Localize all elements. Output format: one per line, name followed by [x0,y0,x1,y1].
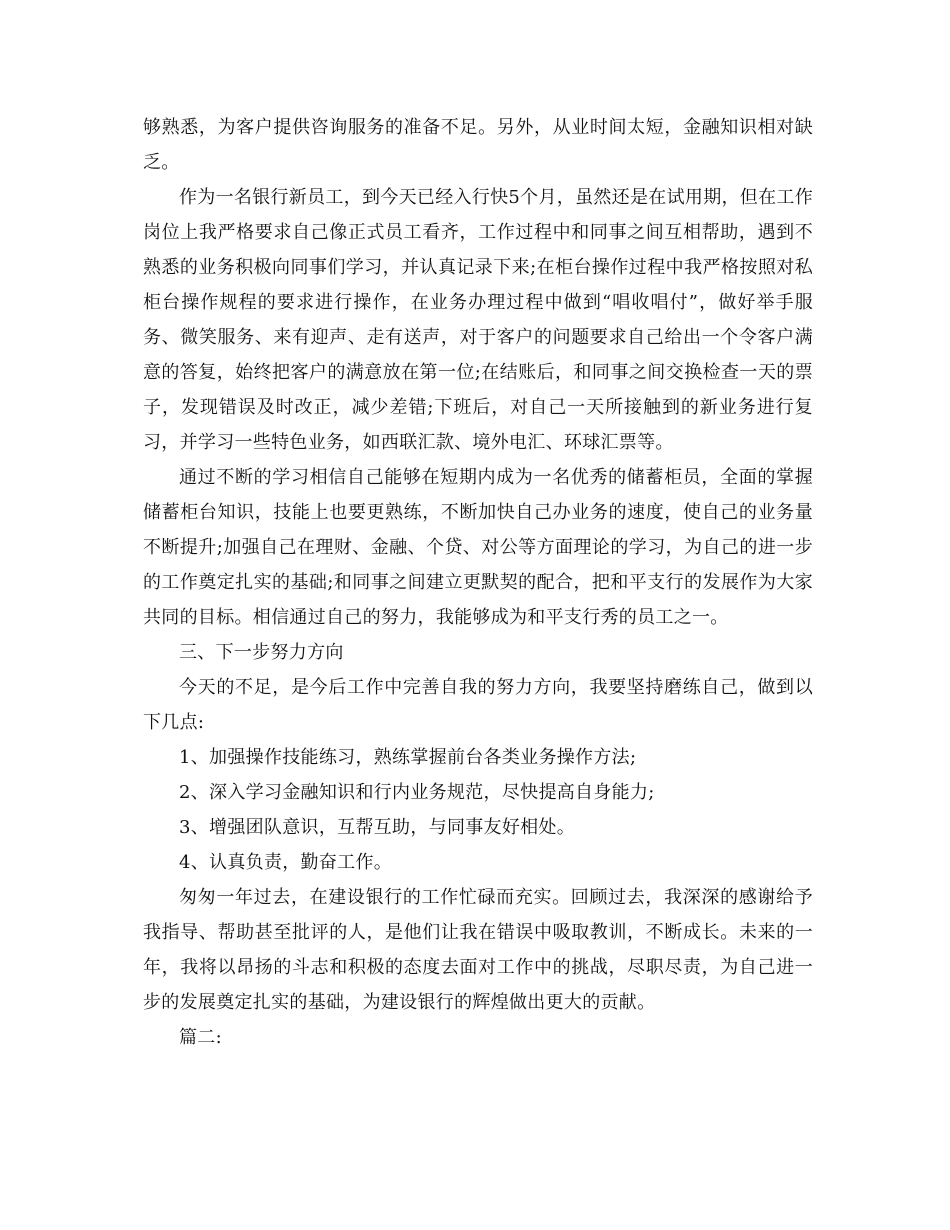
paragraph-continuation: 够熟悉，为客户提供咨询服务的准备不足。另外，从业时间太短，金融知识相对缺乏。 [143,117,813,173]
list-item-1: 1、加强操作技能练习，熟练掌握前台各类业务操作方法; [179,747,637,768]
list-item-2: 2、深入学习金融知识和行内业务规范，尽快提高自身能力; [179,782,655,803]
paragraph-learning-goals: 通过不断的学习相信自己能够在短期内成为一名优秀的储蓄柜员，全面的掌握储蓄柜台知识，技能上也要更熟练，不断加快自己办业务的速度，使自己的业务量不断提升;加强自己在理财、金融、个贷、对公等方面理论的学习，为自己的进一步的工作奠定扎实的基础;和同事之间建立更默契的配合，把和平支行的发展作为大家共同的目标。相信通过自己的努力，我能够成为和平支行秀的员工之一。 [143,467,813,628]
list-item-4: 4、认真负责，勤奋工作。 [179,852,393,873]
paragraph-work-performance: 作为一名银行新员工，到今天已经入行快5个月，虽然还是在试用期，但在工作岗位上我严格要求自己像正式员工看齐，工作过程中和同事之间互相帮助，遇到不熟悉的业务积极向同事们学习，并认真记录下来;在柜台操作过程中我严格按照对私柜台操作规程的要求进行操作，在业务办理过程中做到“唱收唱付”，做好举手服务、微笑服务、来有迎声、走有送声，对于客户的问题要求自己给出一个令客户满意的答复，始终把客户的满意放在第一位;在结账后，和同事之间交换检查一天的票子，发现错误及时改正，减少差错;下班后，对自己一天所接触到的新业务进行复习，并学习一些特色业务，如西联汇款、境外电汇、环球汇票等。 [143,187,813,453]
list-item-3: 3、增强团队意识，互帮互助，与同事友好相处。 [179,817,576,838]
paragraph-summary: 匆匆一年过去，在建设银行的工作忙碌而充实。回顾过去，我深深的感谢给予我指导、帮助甚至批评的人，是他们让我在错误中吸取教训，不断成长。未来的一年，我将以昂扬的斗志和积极的态度去面对工作中的挑战，尽职尽责，为自己进一步的发展奠定扎实的基础，为建设银行的辉煌做出更大的贡献。 [143,887,813,1013]
section-heading-next-steps: 三、下一步努力方向 [179,642,344,663]
document-body [143,110,813,1055]
section-label-part-two: 篇二: [179,1027,222,1048]
paragraph-improvement-intro: 今天的不足，是今后工作中完善自我的努力方向，我要坚持磨练自己，做到以下几点: [143,677,813,733]
